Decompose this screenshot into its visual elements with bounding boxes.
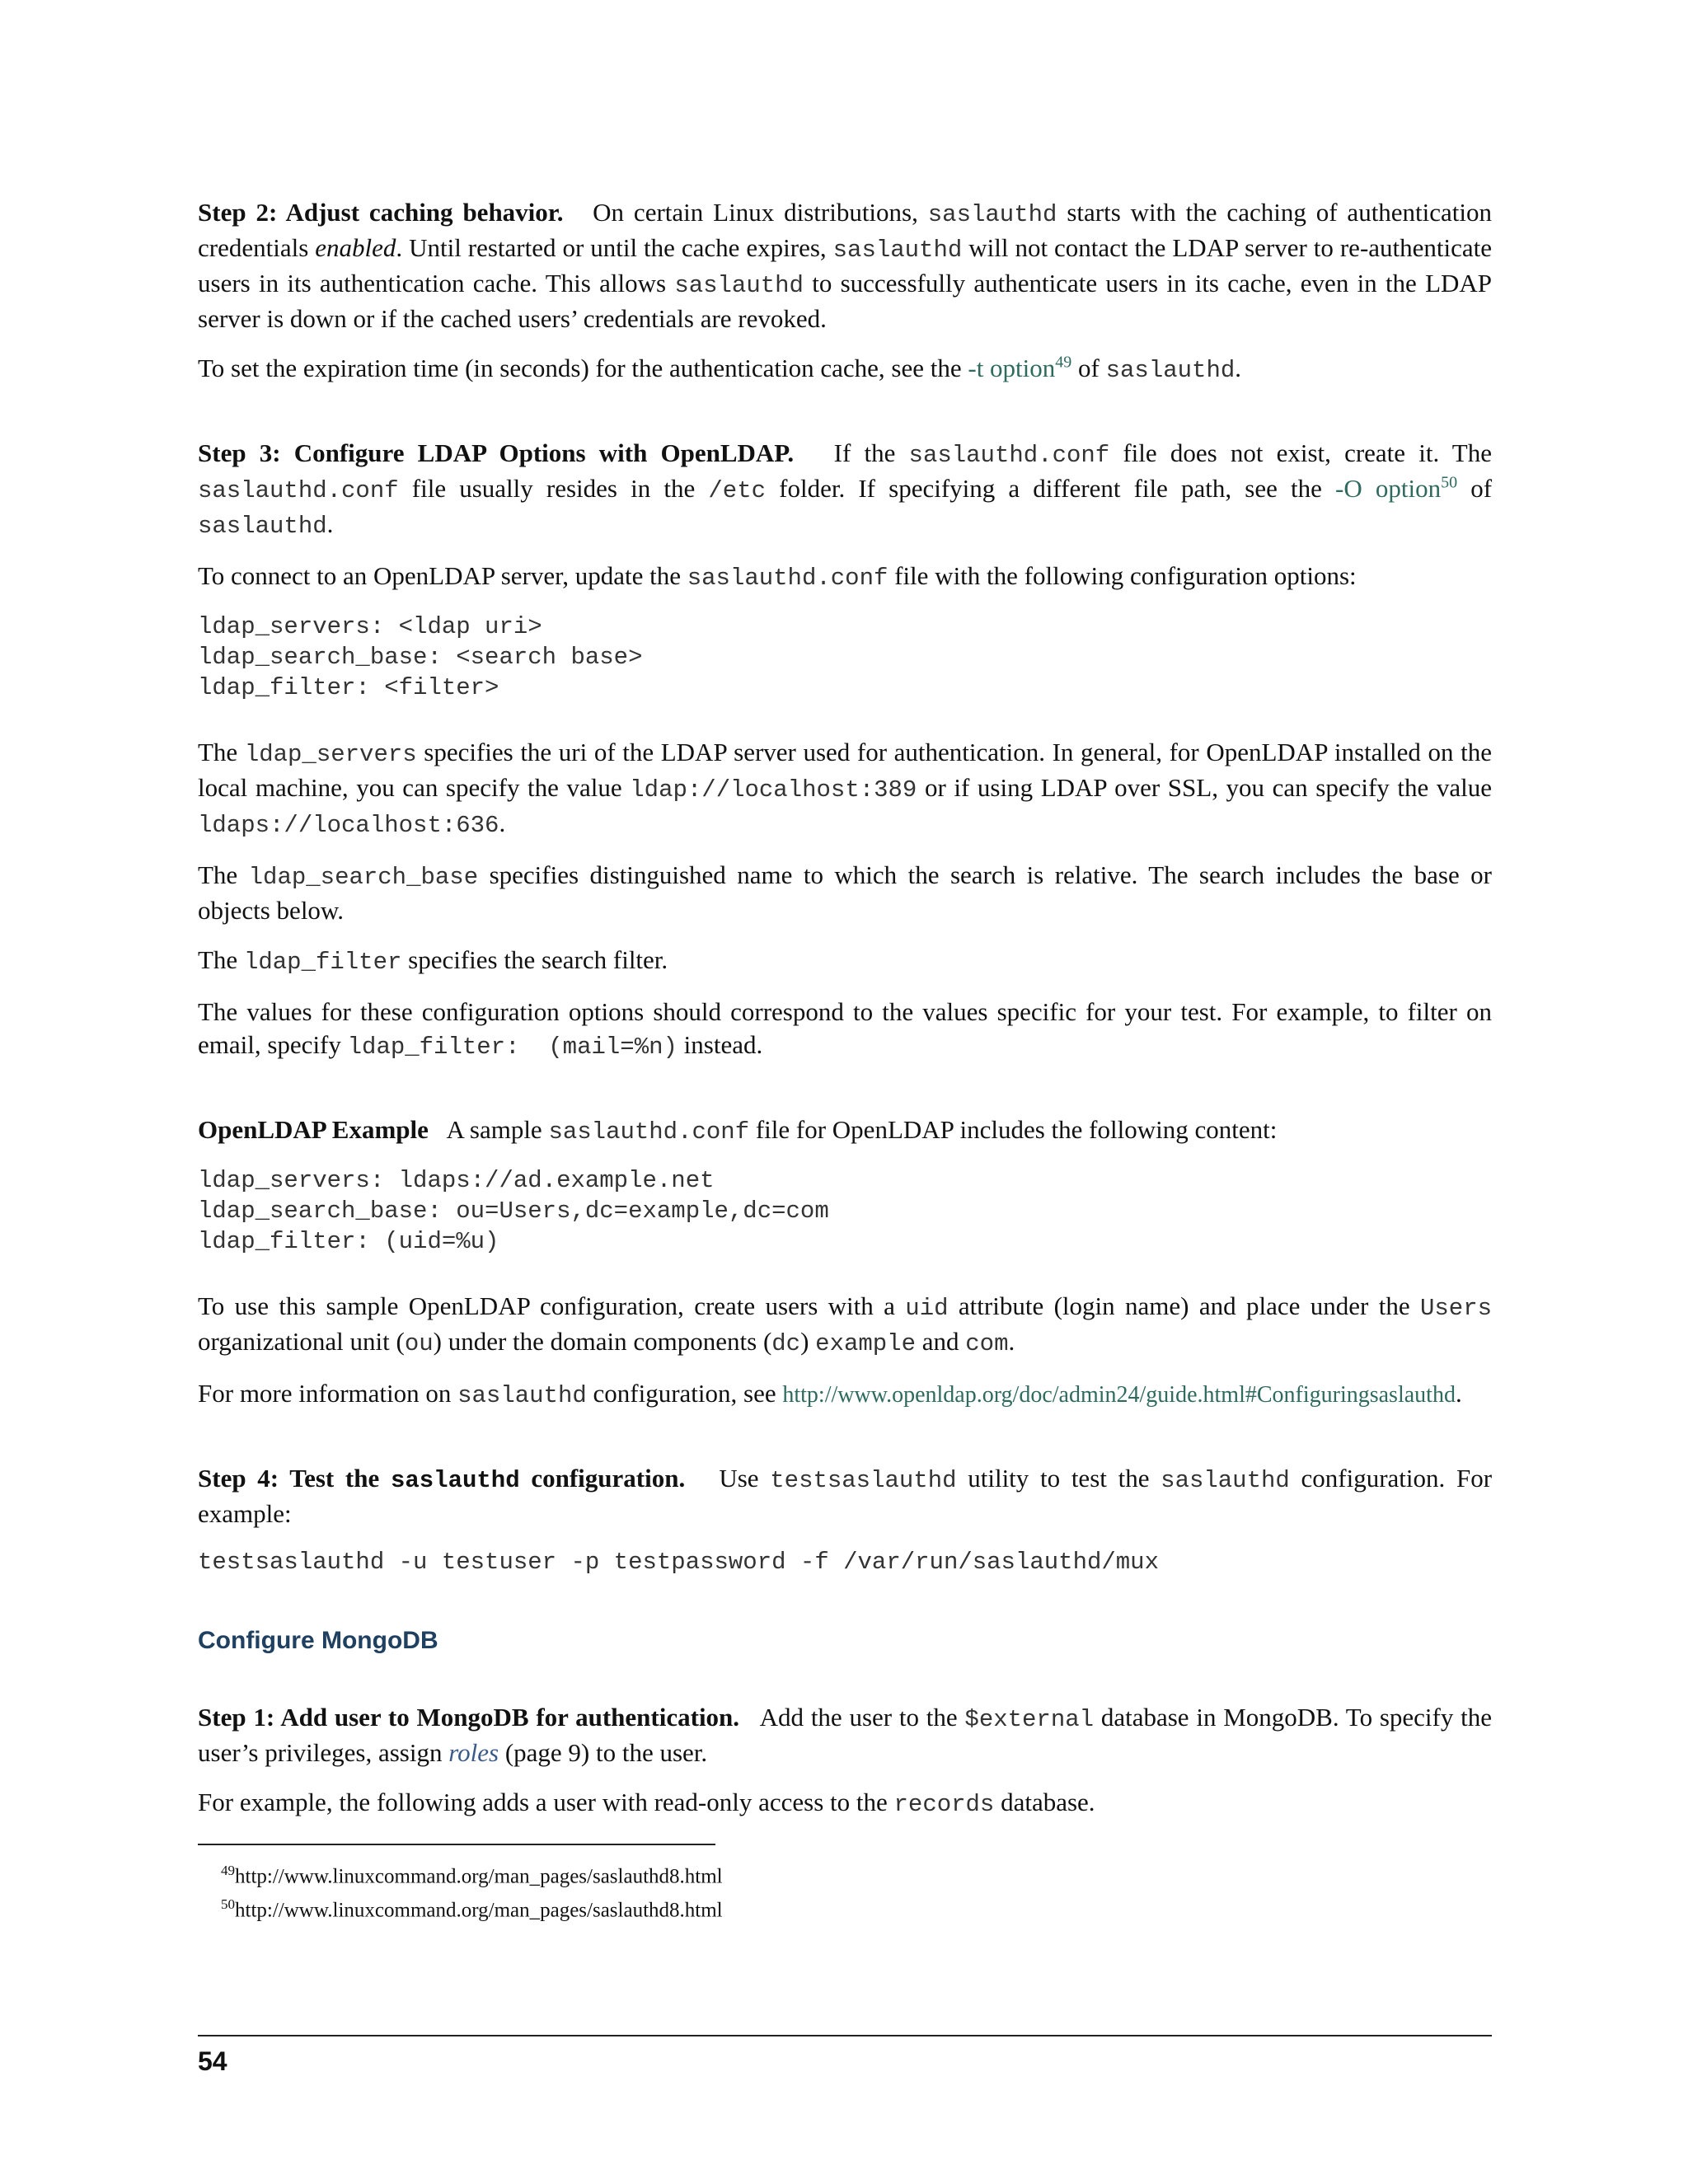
footnote-49: $^{49}$http://www.linuxcommand.org/man_pages/saslauthd8.html	[221, 1863, 723, 1888]
footnote-ref-49[interactable]: 49	[1055, 353, 1072, 372]
configure-mongodb-heading: Configure MongoDB	[198, 1627, 438, 1654]
O-option-link[interactable]: -O option	[1335, 474, 1442, 503]
step4-heading: Step 4: Test the saslauthd configuration.	[198, 1464, 686, 1494]
footnote-50: $^{50}$http://www.linuxcommand.org/man_pages/saslauthd8.html	[221, 1896, 723, 1922]
mongodb-step1-heading: Step 1: Add user to MongoDB for authentication.	[198, 1703, 740, 1732]
footnote-divider	[198, 1844, 715, 1845]
step3-paragraph: Step 3: Configure LDAP Options with OpenLDAP. If the saslauthd.conf file does not exist, create it. The saslauthd.conf file usually resides in the /etc folder. If specifying a different file path, see the -O option$^{50}$ of saslauthd.	[198, 438, 1493, 540]
sample-usage-paragraph: To use this sample OpenLDAP configuration, create users with a uid attribute (login name) and place under the Users organizational unit (ou) under the domain components (dc) example and com.	[198, 1291, 1493, 1357]
ldap-search-base-paragraph: The ldap_search_base specifies distinguished name to which the search is relative. The search includes the base or objects below.	[198, 860, 1492, 925]
footnotes	[198, 1844, 1492, 1925]
page-footer	[198, 2035, 1492, 2077]
roles-link[interactable]: roles	[448, 1738, 499, 1767]
openldap-example-paragraph: OpenLDAP Example A sample saslauthd.conf file for OpenLDAP includes the following content:	[198, 1115, 1278, 1146]
step3-connect-paragraph: To connect to an OpenLDAP server, update the saslauthd.conf file with the following configuration options:	[198, 561, 1357, 592]
openldap-example-code-block: ldap_servers: ldaps://ad.example.net ldap_search_base: ou=Users,dc=example,dc=com ldap_filter: (uid=%u)	[198, 1167, 829, 1255]
step3-heading: Step 3: Configure LDAP Options with OpenLDAP.	[198, 438, 795, 467]
more-info-paragraph: For more information on saslauthd configuration, see http://www.openldap.org/doc/admin24/guide.html#Configuringsaslauthd.	[198, 1379, 1462, 1409]
step2-expiration-paragraph: To set the expiration time (in seconds) for the authentication cache, see the -t option$^{49}$ of saslauthd.	[198, 353, 1242, 384]
footnote-ref-50[interactable]: 50	[1441, 473, 1458, 492]
ldap-servers-paragraph: The ldap_servers specifies the uri of the LDAP server used for authentication. In general, for OpenLDAP installed on the local machine, you can specify the value ldap://localhost:389 or if using LDAP over SSL, you can specify the value ldaps://localhost:636.	[198, 738, 1493, 839]
config-options-code-block: ldap_servers: <ldap uri> ldap_search_base: <search base> ldap_filter: <filter>	[198, 613, 643, 701]
step2-heading: Step 2: Adjust caching behavior.	[198, 198, 564, 227]
code-saslauthd: saslauthd	[927, 201, 1057, 228]
footer-divider	[198, 2035, 1492, 2036]
step4-paragraph: Step 4: Test the saslauthd configuration. Use testsaslauthd utility to test the saslauthd configuration. For example:	[198, 1464, 1493, 1528]
config-values-paragraph: The values for these configuration options should correspond to the values specific for your test. For example, to filter on email, specify ldap_filter: (mail=%n) instead.	[198, 997, 1492, 1061]
mongodb-example-paragraph: For example, the following adds a user with read-only access to the records database.	[198, 1788, 1095, 1818]
page-body	[198, 196, 1492, 1838]
mongodb-step1-paragraph: Step 1: Add user to MongoDB for authentication. Add the user to the $external database in MongoDB. To specify the user’s privileges, assign roles (page 9) to the user.	[198, 1703, 1493, 1767]
openldap-example-heading: OpenLDAP Example	[198, 1115, 429, 1144]
step2-paragraph: Step 2: Adjust caching behavior. On certain Linux distributions, saslauthd starts with the caching of authentication credentials enabled. Until restarted or until the cache expires, saslauthd will not contact the LDAP server to re-authenticate users in its authentication cache. This allows saslauthd to successfully authenticate users in its cache, even in the LDAP server is down or if the cached users’ credentials are revoked.	[198, 198, 1493, 333]
openldap-guide-link[interactable]: http://www.openldap.org/doc/admin24/guide.html#Configuringsaslauthd	[782, 1382, 1456, 1408]
t-option-link[interactable]: -t option	[968, 354, 1056, 382]
testsaslauthd-code-block: testsaslauthd -u testuser -p testpassword -f /var/run/saslauthd/mux	[198, 1549, 1159, 1576]
ldap-filter-paragraph: The ldap_filter specifies the search filter.	[198, 945, 668, 976]
page-number: 54	[198, 2046, 227, 2076]
